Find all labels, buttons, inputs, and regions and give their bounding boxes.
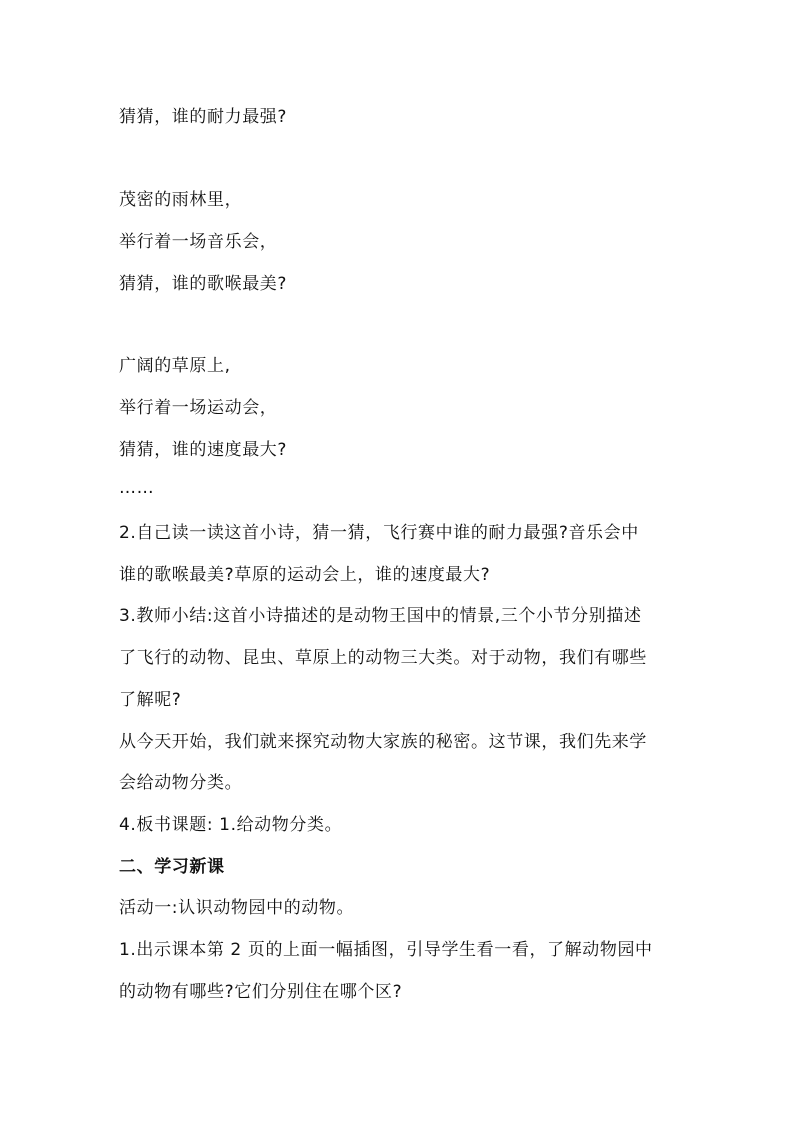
intro-paragraph-line-1: 从今天开始，我们就来探究动物大家族的秘密。这节课，我们先来学 xyxy=(119,732,647,752)
poem-line-voice-question: 猜猜，谁的歌喉最美? xyxy=(119,274,288,294)
poem-line-grassland: 广阔的草原上, xyxy=(119,356,231,376)
poem-line-sports-meet: 举行着一场运动会， xyxy=(119,398,278,418)
section-heading-new-lesson: 二、学习新课 xyxy=(119,857,225,877)
step-2-line-1: 2.自己读一读这首小诗，猜一猜，飞行赛中谁的耐力最强?音乐会中 xyxy=(119,523,639,543)
step-2-line-2: 谁的歌喉最美?草原的运动会上，谁的速度最大? xyxy=(119,565,491,585)
step-4-board-title: 4.板书课题: 1.给动物分类。 xyxy=(119,815,343,835)
activity-1-step-1-line-2: 的动物有哪些?它们分别住在哪个区? xyxy=(119,982,403,1002)
step-3-line-1: 3.教师小结:这首小诗描述的是动物王国中的情景,三个小节分别描述 xyxy=(119,606,642,626)
activity-1-title: 活动一:认识动物园中的动物。 xyxy=(119,898,355,918)
poem-line-endurance-question: 猜猜，谁的耐力最强? xyxy=(119,107,288,127)
poem-ellipsis: …… xyxy=(119,478,155,498)
poem-line-concert: 举行着一场音乐会， xyxy=(119,232,278,252)
step-3-line-3: 了解呢? xyxy=(119,690,182,710)
intro-paragraph-line-2: 会给动物分类。 xyxy=(119,773,243,793)
poem-line-speed-question: 猜猜，谁的速度最大? xyxy=(119,440,288,460)
step-3-line-2: 了飞行的动物、昆虫、草原上的动物三大类。对于动物，我们有哪些 xyxy=(119,648,647,668)
activity-1-step-1-line-1: 1.出示课本第 2 页的上面一幅插图，引导学生看一看，了解动物园中 xyxy=(119,940,653,960)
poem-line-rainforest: 茂密的雨林里， xyxy=(119,190,243,210)
